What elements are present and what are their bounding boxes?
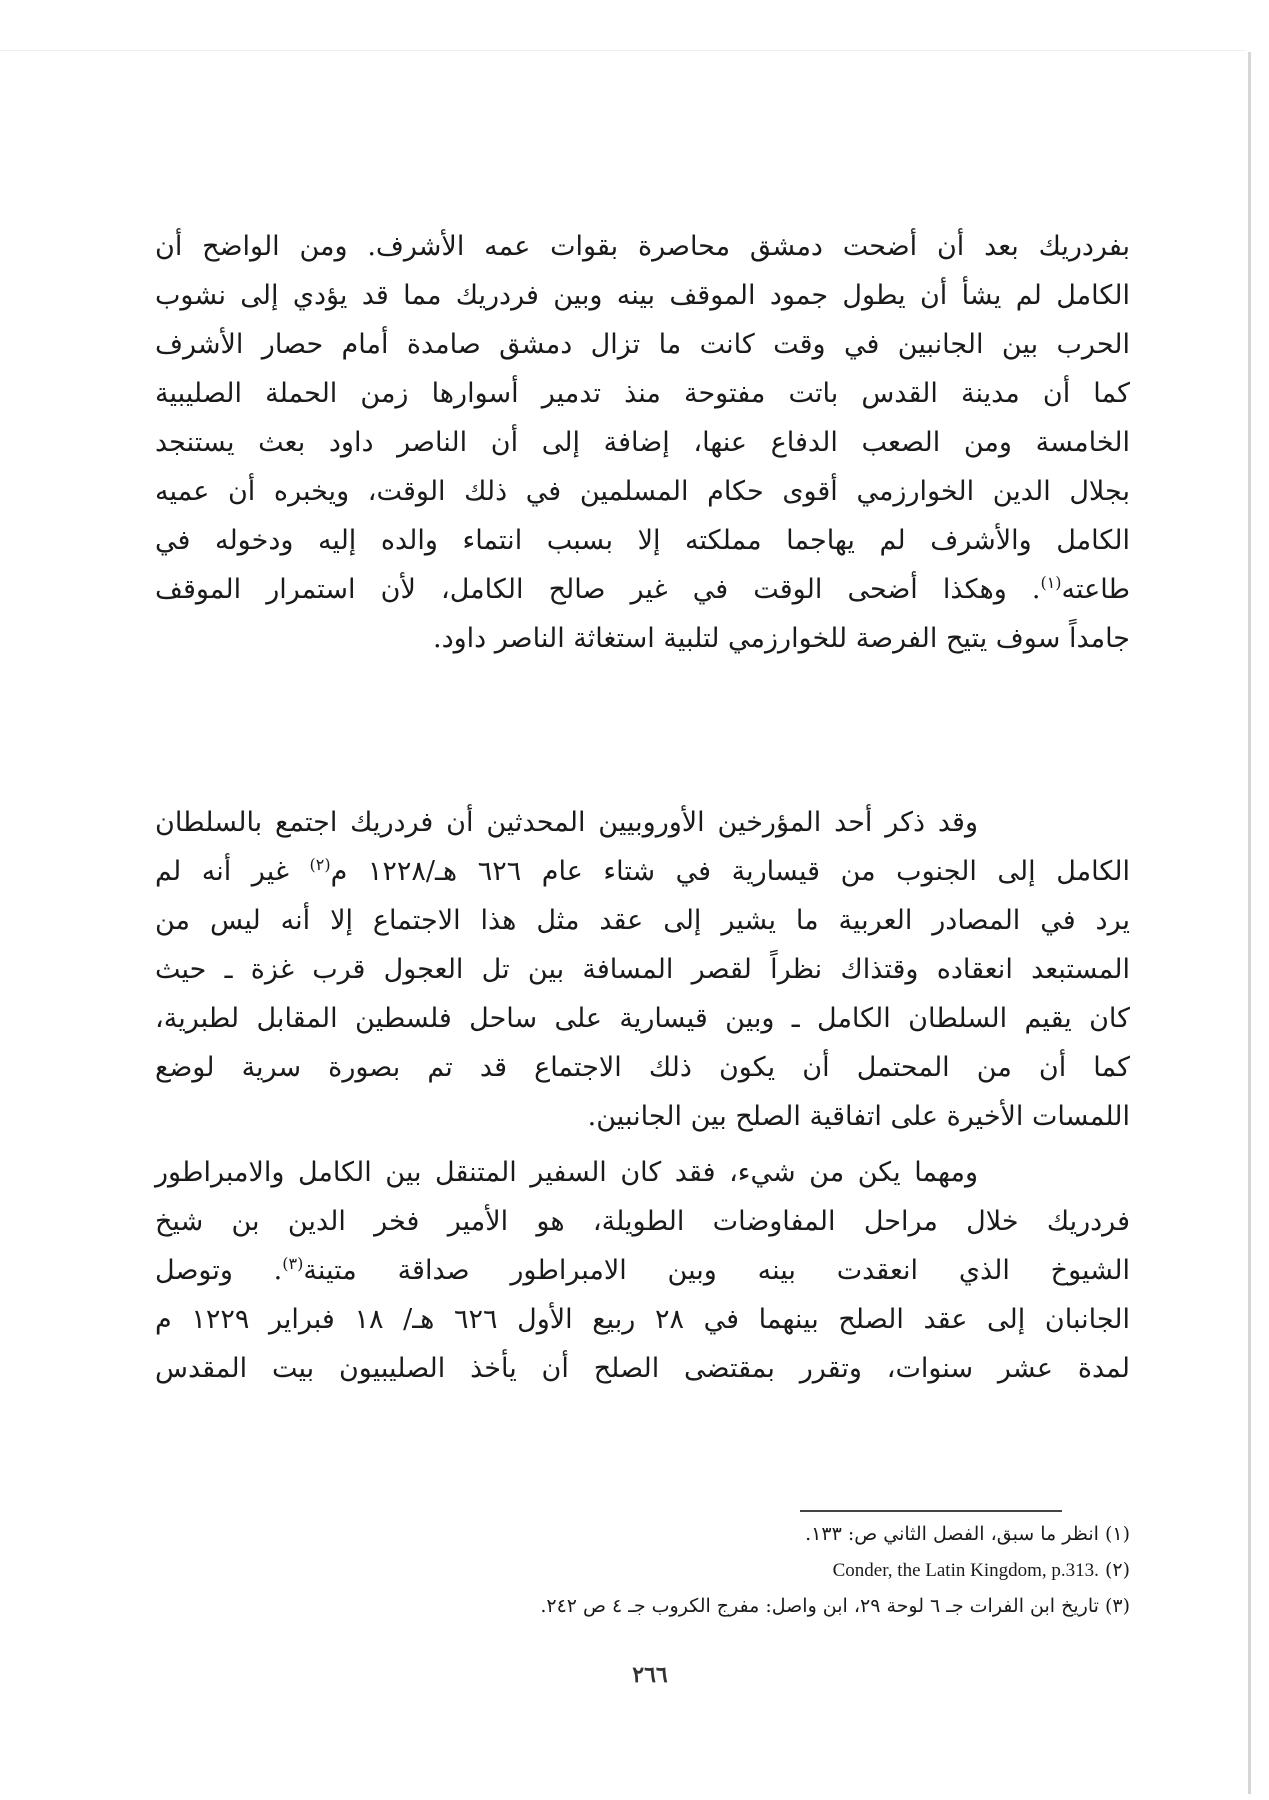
text-line: فردريك خلال مراحل المفاوضات الطويلة، هو الأمير فخر الدين بن شيخ [155,1206,1130,1237]
page-top-edge [0,50,1246,51]
footnote-marker-2[interactable]: (٢) [309,855,331,874]
text-line: ومهما يكن من شيء، فقد كان السفير المتنقل بين الكامل والامبراطور [155,1157,978,1188]
footnote-2-marker: (٢) [1104,1559,1130,1581]
text-line: الخامسة ومن الصعب الدفاع عنها، إضافة إلى أن الناصر داود بعث يستنجد [155,427,1130,458]
text-line: يرد في المصادر العربية ما يشير إلى عقد مثل هذا الاجتماع إلا أنه ليس من [155,905,1130,936]
text-line: الكامل لم يشأ أن يطول جمود الموقف بينه وبين فردريك مما قد يؤدي إلى نشوب [155,280,1130,311]
paragraph-2 [155,798,1130,1141]
footnote-2 [155,1552,1130,1588]
footnotes [155,1516,1130,1624]
page-right-edge [1248,52,1251,1794]
footnote-3: (٣) تاريخ ابن الفرات جـ ٦ لوحة ٢٩، ابن واصل: مفرج الكروب جـ ٤ ص ٢٤٢. [540,1595,1130,1617]
text-line-with-footnote [155,565,1130,614]
text-line: كما أن مدينة القدس باتت مفتوحة منذ تدمير أسوارها زمن الحملة الصليبية [155,378,1130,409]
footnote-separator [800,1510,1062,1512]
text-run: الشيوخ الذي انعقدت بينه وبين الامبراطور صداقة متينة [303,1255,1131,1286]
text-line: الكامل والأشرف لم يهاجما مملكته إلا بسبب انتماء والده إليه ودخوله في [155,525,1130,556]
text-run: الكامل إلى الجنوب من قيسارية في شتاء عام ٦٢٦ هـ/١٢٢٨ م [330,856,1130,887]
text-line: الحرب بين الجانبين في وقت كانت ما تزال دمشق صامدة أمام حصار الأشرف [155,329,1130,360]
text-line: الجانبان إلى عقد الصلح بينهما في ٢٨ ربيع الأول ٦٢٦ هـ/ ١٨ فبراير ١٢٢٩ م [155,1304,1131,1335]
text-line-with-footnote [155,1246,1130,1295]
text-line: وقد ذكر أحد المؤرخين الأوروبيين المحدثين أن فردريك اجتمع بالسلطان [155,807,978,838]
text-run: طاعته [1061,574,1130,605]
text-run: غير أنه لم [155,856,310,887]
footnote-marker-3[interactable]: (٣) [282,1254,304,1273]
text-line: اللمسات الأخيرة على اتفاقية الصلح بين الجانبين. [587,1101,1130,1132]
text-run: . وهكذا أضحى الوقت في غير صالح الكامل، لأن استمرار الموقف [155,574,1041,605]
text-line: بجلال الدين الخوارزمي أقوى حكام المسلمين في ذلك الوقت، ويخبره أن عميه [155,476,1130,507]
text-line: بفردريك بعد أن أضحت دمشق محاصرة بقوات عمه الأشرف. ومن الواضح أن [155,231,1130,262]
text-line: لمدة عشر سنوات، وتقرر بمقتضى الصلح أن يأخذ الصليبيون بيت المقدس [155,1353,1130,1384]
paragraph-1 [155,222,1130,663]
paragraph-3 [155,1148,1130,1393]
text-line: كان يقيم السلطان الكامل ـ وبين قيسارية على ساحل فلسطين المقابل لطبرية، [155,1003,1130,1034]
footnote-marker-1[interactable]: (١) [1040,573,1062,592]
page-number: ٢٦٦ [632,1662,668,1688]
text-line-with-footnote [155,847,1130,896]
footnote-1: (١) انظر ما سبق، الفصل الثاني ص: ١٣٣. [805,1523,1130,1545]
footnote-2-text: Conder, the Latin Kingdom, p.313. [832,1560,1099,1581]
text-line: كما أن من المحتمل أن يكون ذلك الاجتماع قد تم بصورة سرية لوضع [155,1052,1130,1083]
text-line: جامداً سوف يتيح الفرصة للخوارزمي لتلبية استغاثة الناصر داود. [433,623,1130,654]
text-line: المستبعد انعقاده وقتذاك نظراً لقصر المسافة بين تل العجول قرب غزة ـ حيث [155,954,1130,985]
text-run: . وتوصل [155,1255,283,1286]
